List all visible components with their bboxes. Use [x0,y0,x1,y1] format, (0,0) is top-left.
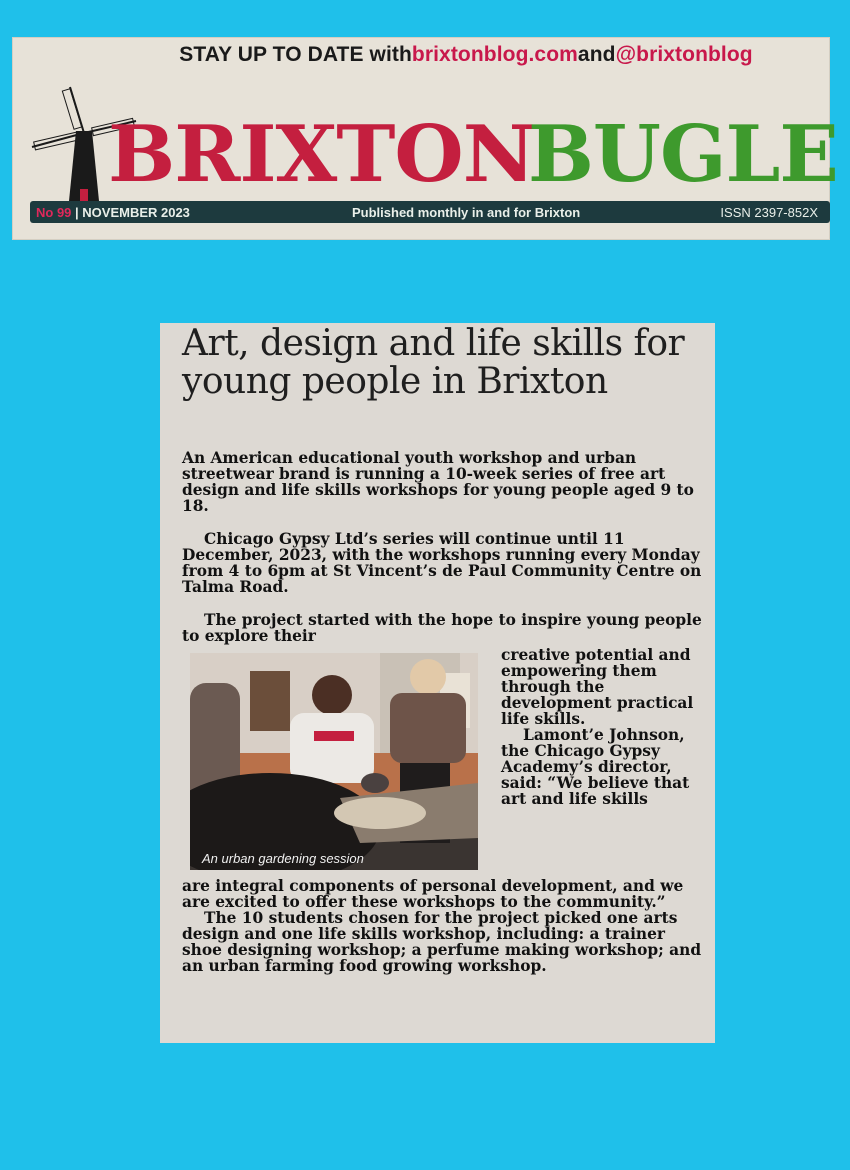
article-bottom-block [182,879,702,974]
promo-prefix: STAY UP TO DATE with [179,43,412,66]
masthead [12,37,838,240]
article-paragraph-2: Chicago Gypsy Ltd’s series will continue until 11 December, 2023, with the workshops running every Monday from 4 to 6pm at St Vincent’s de Paul Community Centre on Talma Road. [182,530,702,596]
article-clipping [160,323,715,1043]
article-paragraph-5: The 10 students chosen for the project picked one arts design and one life skills workshop, including: a trainer shoe designing workshop; a perfume making workshop; and an urban farming food growing workshop. [182,908,702,975]
masthead-title-bugle: BUGLE [528,109,838,200]
photo-caption: An urban gardening session [202,851,364,866]
article-headline: Art, design and life skills for young people in Brixton [182,323,685,402]
masthead-tagline: Published monthly in and for Brixton [352,204,581,220]
article-paragraph-3: The project started with the hope to inspire young people to explore their [182,611,702,645]
article-photo [190,653,478,870]
article-paragraph-4-end: are integral components of personal development, and we are excited to offer these workshops to the community.” [182,877,684,911]
article-paragraph-4-start: Lamont’e Johnson, the Chicago Gypsy Academy’s director, said: “We believe that art and life skills [501,726,690,808]
issn-number: ISSN 2397-852X [720,204,818,220]
masthead-promo-line [12,39,830,71]
issue-date: | NOVEMBER 2023 [71,204,190,220]
promo-site: brixtonblog.com [411,43,578,66]
gardening-session-image [190,653,478,870]
promo-and: and [577,43,616,66]
masthead-info-bar [30,201,830,223]
issue-number: No 99 [36,204,72,220]
masthead-title-brixton: BRIXTON [108,109,535,200]
article-side-column [501,647,706,807]
issue-info [36,205,190,220]
article-paragraph-3-continued: creative potential and empowering them through the development practical life skills. [501,646,694,728]
article-lead-paragraph: An American educational youth workshop and urban streetwear brand is running a 10-week series of free art design and life skills workshops for young people aged 9 to 18. [182,449,694,515]
promo-handle: @brixtonblog [615,43,753,66]
